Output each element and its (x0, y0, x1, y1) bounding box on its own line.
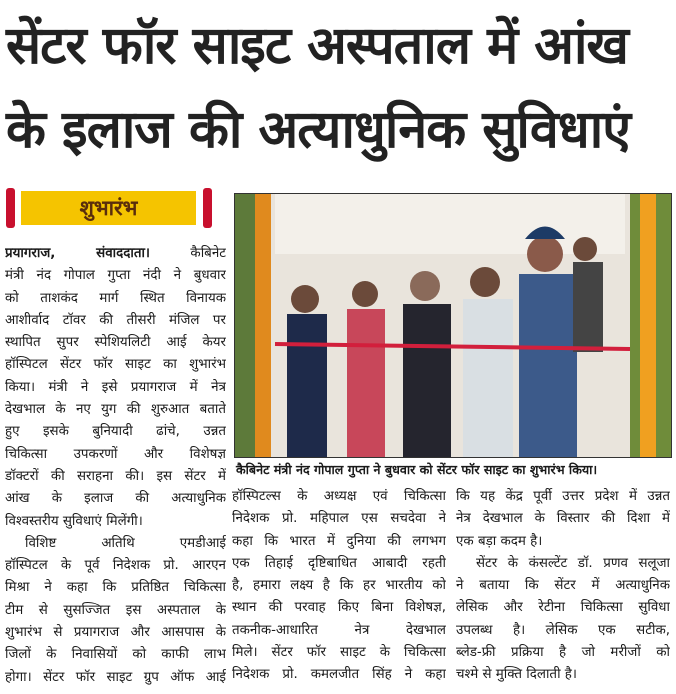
dateline: प्रयागराज, संवाददाता। (5, 246, 151, 261)
text-line: टीम से सुसज्जित इस अस्पताल के (5, 602, 226, 618)
article-column-1 (5, 243, 226, 689)
text-line: जिलों के निवासियों को काफी लाभ (5, 647, 226, 663)
text-line: नेत्र देखभाल के विस्तार की दिशा में (456, 511, 670, 527)
headline-line-1: सेंटर फॉर साइट अस्पताल में आंख (6, 16, 628, 76)
text-line: को ताशकंद मार्ग स्थित विनायक (5, 290, 226, 306)
text-line: डॉक्टरों की सराहना की। इस सेंटर में (5, 468, 226, 484)
text-line: कि यह केंद्र पूर्वी उत्तर प्रदेश में उन्नत (456, 489, 670, 504)
text-line: लेसिक और रेटीना चिकित्सा सुविधा (456, 600, 670, 616)
text-line: उपलब्ध है। लेसिक एक सटीक, (456, 622, 670, 638)
text-line: एक बड़ा कदम है। (456, 533, 543, 549)
text-line: एक तिहाई दृष्टिबाधित आबादी रहती (232, 555, 446, 571)
text-line: विश्वस्तरीय सुविधाएं मिलेंगी। (5, 513, 143, 529)
text-line: देखभाल के नए युग की शुरुआत बताते (5, 402, 226, 418)
text-line: है, हमारा लक्ष्य है कि हर भारतीय को (232, 578, 446, 594)
text-line: आंख के इलाज की अत्याधुनिक (5, 491, 226, 507)
text-line: चिकित्सा उपकरणों और विशेषज्ञ (5, 446, 226, 462)
text-line: शुभारंभ से प्रयागराज और आसपास के (5, 625, 226, 641)
text-line: हुए इसके बुनियादी ढांचे, उन्नत (5, 424, 226, 440)
photo-caption: कैबिनेट मंत्री नंद गोपाल गुप्ता ने बुधवार को सेंटर फॉर साइट का शुभारंभ किया। (236, 462, 598, 477)
text-line: तकनीक-आधारित नेत्र देखभाल (232, 622, 446, 638)
text-line: स्थापित सुपर स्पेशियलिटी आई केयर (5, 335, 226, 351)
text-line: स्थान की परवाह किए बिना विशेषज्ञ, (232, 600, 446, 616)
tag-bar-left (6, 188, 15, 228)
text-line: निदेशक प्रो. महिपाल एस सचदेवा ने (232, 511, 446, 527)
event-photo (234, 193, 672, 458)
text-line: विशिष्ट अतिथि एमडीआई (25, 535, 226, 551)
tag-label: शुभारंभ (21, 191, 196, 225)
text-line: हॉस्पिटल्स के अध्यक्ष एवं चिकित्सा (232, 489, 446, 504)
text-line: हॉस्पिटल के पूर्व निदेशक प्रो. आरएन (5, 558, 226, 574)
section-tag (6, 188, 212, 228)
ribbon-cutting-photo (235, 194, 672, 458)
text-line: ब्लेड-फ्री प्रक्रिया है जो मरीजों को (456, 645, 670, 661)
article-column-2 (232, 486, 446, 687)
text-line: किया। मंत्री ने इसे प्रयागराज में नेत्र (5, 379, 226, 395)
article-column-3 (456, 486, 670, 687)
tag-bar-right (203, 188, 212, 228)
text-line: मिले। सेंटर फॉर साइट के चिकित्सा (232, 645, 446, 661)
text-line: निदेशक प्रो. कमलजीत सिंह ने कहा (232, 667, 446, 683)
text-line: मंत्री नंद गोपाल गुप्ता नंदी ने बुधवार (5, 268, 226, 284)
text-line: प्रयागराज, संवाददाता। कैबिनेट (5, 246, 226, 261)
text-line: ने बताया कि सेंटर में अत्याधुनिक (456, 578, 670, 594)
headline (6, 4, 670, 172)
text-line: सेंटर के कंसल्टेंट डॉ. प्रणव सलूजा (476, 555, 670, 571)
text-line: कहा कि भारत में दुनिया की लगभग (232, 533, 446, 549)
text-line: मिश्रा ने कहा कि प्रतिष्ठित चिकित्सा (5, 580, 226, 596)
headline-line-2: के इलाज की अत्याधुनिक सुविधाएं (6, 100, 631, 160)
text-line: हॉस्पिटल सेंटर फॉर साइट का शुभारंभ (5, 357, 226, 373)
text-line: चश्मे से मुक्ति दिलाती है। (456, 667, 577, 683)
text-line: होगा। सेंटर फॉर साइट ग्रुप ऑफ आई (5, 669, 226, 685)
text-line: आशीर्वाद टॉवर की तीसरी मंजिल पर (5, 312, 226, 328)
